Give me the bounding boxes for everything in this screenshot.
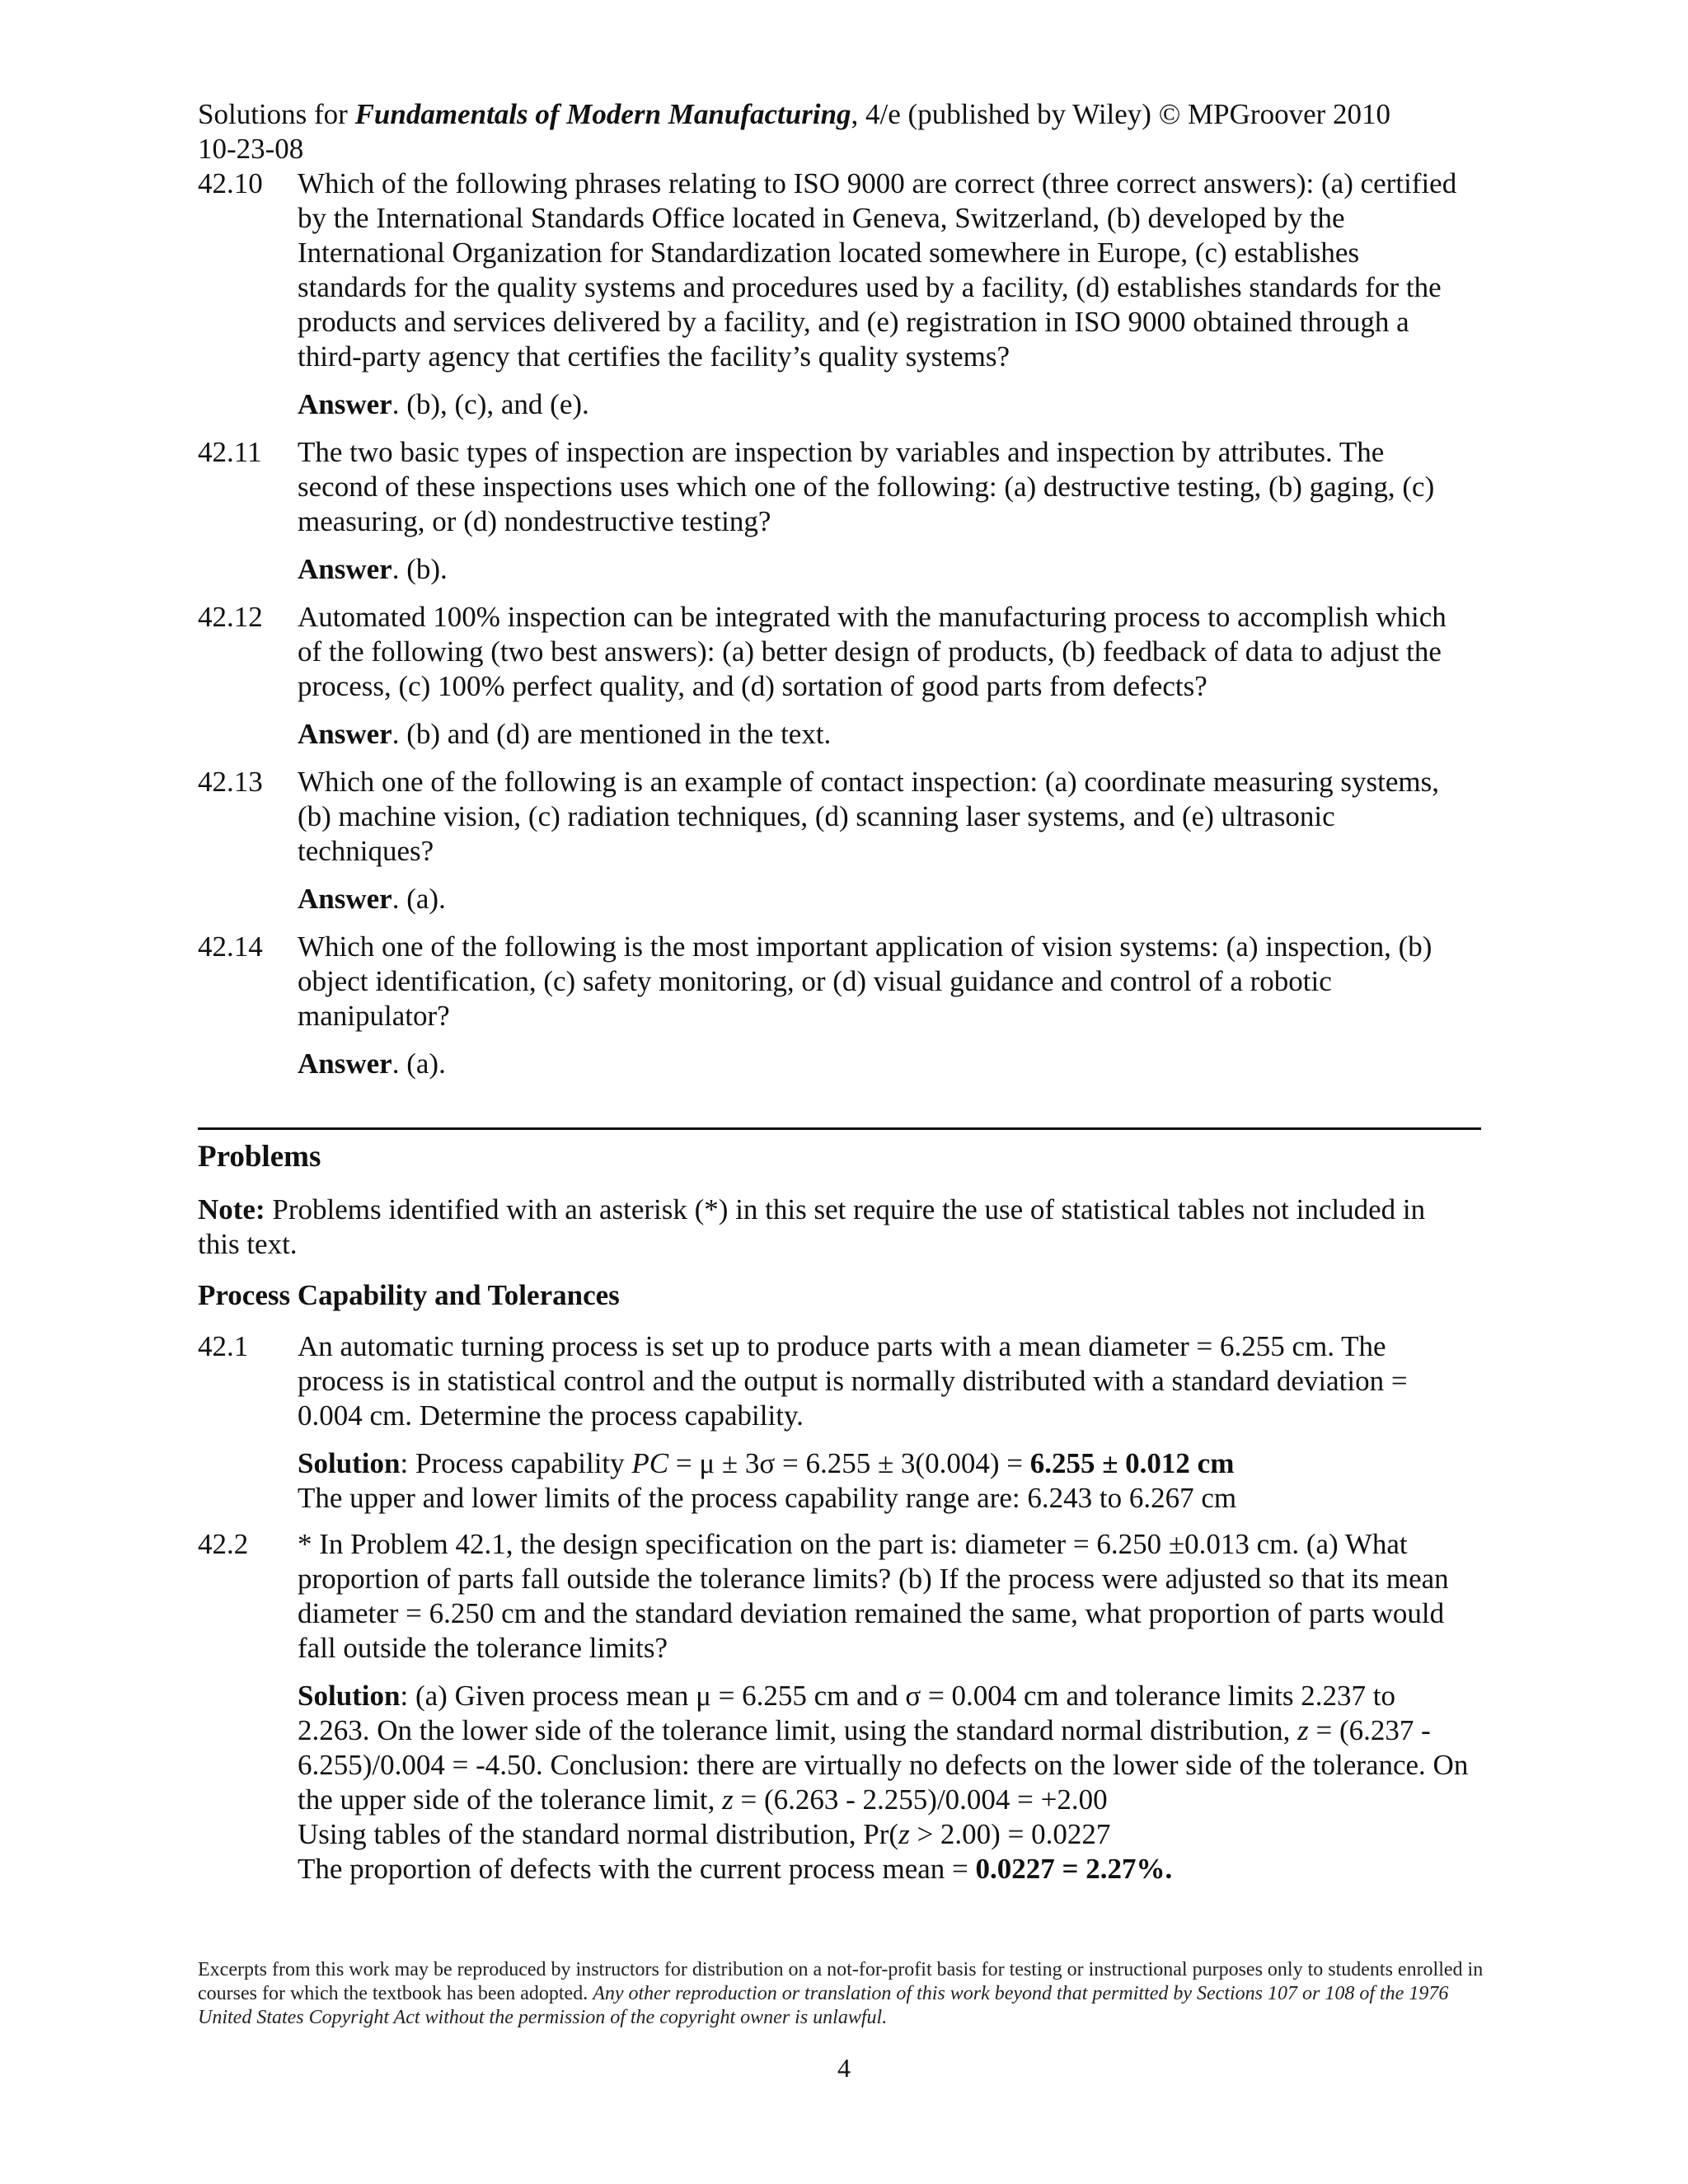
solution-label: Solution: [298, 1680, 401, 1712]
z-symbol: z: [1297, 1714, 1309, 1746]
solution-line: [298, 1446, 1470, 1481]
solution-para: [298, 1680, 1468, 1816]
question-number: 42.11: [198, 436, 262, 468]
question-text: Automated 100% inspection can be integrated with the manufacturing process to accomplish which of the following (two best answers): (a) better design of products, (b) feedback of data to adjust the process, (c) 100% perfect quality, and (d) sortation of good parts from defects?: [298, 601, 1447, 702]
question-number: 42.12: [198, 601, 263, 633]
solution-text: Using tables of the standard normal distribution, Pr(: [298, 1818, 899, 1850]
subsection-heading: Process Capability and Tolerances: [198, 1279, 620, 1311]
header-prefix: Solutions for: [198, 98, 355, 130]
answer-42-14: [298, 1047, 1470, 1081]
question-text: Which one of the following is the most important application of vision systems: (a) inspection, (b) object identification, (c) safety monitoring, or (d) visual guidance and control of a robotic manipulator?: [298, 930, 1432, 1032]
question-number: 42.14: [198, 930, 263, 963]
answer-42-10: [298, 387, 1470, 422]
question-42-12: [198, 600, 1470, 704]
problem-text: * In Problem 42.1, the design specification on the part is: diameter = 6.250 ±0.013 cm. (a) What proportion of parts fall outside the tolerance limits? (b) If the process were adjusted so that its mean diameter = 6.250 cm and the standard deviation remained the same, what proportion of parts would fall outside the tolerance limits?: [298, 1528, 1449, 1664]
solution-text: = (6.237 - 6.255)/0.004 = -4.50. Conclusion: there are virtually no defects on the lower side of the tolerance. On the upper side of the tolerance limit,: [298, 1714, 1469, 1816]
answer-42-11: [298, 552, 1470, 587]
solution-line: [298, 1817, 1470, 1852]
solution-formula: = μ ± 3σ = 6.255 ± 3(0.004) =: [668, 1447, 1030, 1479]
footer-italic: Any other reproduction or translation of this work beyond that permitted by Sections 107 or 108 of the 1976 United States Copyright Act without the permission of the copyright owner is unlawful.: [198, 1983, 1449, 2028]
note-text: Problems identified with an asterisk (*) in this set require the use of statistical tables not included in this text.: [198, 1193, 1426, 1260]
solution-line: The upper and lower limits of the process capability range are: 6.243 to 6.267 cm: [298, 1482, 1237, 1514]
solution-line: [298, 1852, 1470, 1886]
note-label: Note:: [198, 1193, 265, 1226]
solution-result: 6.255 ± 0.012 cm: [1029, 1447, 1235, 1479]
answer-text: . (b) and (d) are mentioned in the text.: [392, 718, 832, 750]
problems-heading: Problems: [198, 1140, 321, 1174]
solution-text: The proportion of defects with the current process mean =: [298, 1853, 976, 1885]
z-symbol: z: [722, 1783, 734, 1816]
question-42-13: [198, 765, 1470, 869]
footer-plain: Excerpts from this work may be reproduced by instructors for distribution on a not-for-profit basis for testing or instructional purposes only to students enrolled in courses for which the textbook has been adopted.: [198, 1959, 1484, 2004]
problem-42-1: [198, 1329, 1470, 1433]
problem-42-2: [198, 1527, 1470, 1666]
solution-42-1: [298, 1446, 1470, 1516]
z-symbol: z: [898, 1818, 910, 1850]
page-number: 4: [837, 2053, 851, 2083]
answer-text: . (a).: [392, 1047, 446, 1080]
answer-label: Answer: [298, 388, 392, 420]
question-text: Which of the following phrases relating to ISO 9000 are correct (three correct answers): (a) certified by the International Standards Office located in Geneva, Switzerland, (b) developed by the International Organization for Standardization located somewhere in Europe, (c) establishes standards for the quality systems and procedures used by a facility, (d) establishes standards for the products and services delivered by a facility, and (e) registration in ISO 9000 obtained through a third-party agency that certifies the facility’s quality systems?: [298, 167, 1457, 373]
answer-label: Answer: [298, 718, 392, 750]
answer-label: Answer: [298, 553, 392, 585]
answer-label: Answer: [298, 883, 392, 915]
copyright-footer: [198, 1958, 1484, 2030]
solution-text: = (6.263 - 2.255)/0.004 = +2.00: [733, 1783, 1108, 1816]
question-number: 42.10: [198, 167, 263, 199]
solution-text: : Process capability: [400, 1447, 632, 1479]
solution-text: : (a) Given process mean μ = 6.255 cm and σ = 0.004 cm and tolerance limits 2.237 to 2.263. On the lower side of the tolerance limit, using the standard normal distribution,: [298, 1680, 1396, 1746]
problems-note: [198, 1193, 1470, 1262]
solution-result: 0.0227 = 2.27%.: [975, 1853, 1173, 1885]
problem-text: An automatic turning process is set up to produce parts with a mean diameter = 6.255 cm. The process is in statistical control and the output is normally distributed with a standard deviation = 0.004 cm. Determine the process capability.: [298, 1330, 1408, 1432]
book-title: Fundamentals of Modern Manufacturing: [354, 98, 851, 130]
question-42-11: [198, 435, 1470, 539]
problem-number: 42.2: [198, 1528, 249, 1560]
solution-42-2: [298, 1679, 1470, 1886]
solution-label: Solution: [298, 1447, 401, 1479]
answer-text: . (a).: [392, 883, 446, 915]
header-date: 10-23-08: [198, 133, 304, 165]
answer-text: . (b).: [392, 553, 448, 585]
answer-label: Answer: [298, 1047, 392, 1080]
solution-text: > 2.00) = 0.0227: [909, 1818, 1111, 1850]
answer-text: . (b), (c), and (e).: [392, 388, 589, 420]
question-number: 42.13: [198, 766, 263, 798]
pc-symbol: PC: [631, 1447, 669, 1479]
question-42-10: [198, 166, 1470, 374]
answer-42-12: [298, 717, 1470, 752]
header-suffix: , 4/e (published by Wiley) © MPGroover 2010: [851, 98, 1391, 130]
problem-number: 42.1: [198, 1330, 249, 1362]
running-header: [198, 97, 1470, 132]
question-text: The two basic types of inspection are inspection by variables and inspection by attributes. The second of these inspections uses which one of the following: (a) destructive testing, (b) gaging, (c) measuring, or (d) nondestructive testing?: [298, 436, 1435, 537]
section-divider: [198, 1127, 1481, 1130]
question-42-14: [198, 930, 1470, 1033]
question-text: Which one of the following is an example of contact inspection: (a) coordinate measuring systems, (b) machine vision, (c) radiation techniques, (d) scanning laser systems, and (e) ultrasonic techniques?: [298, 766, 1440, 867]
answer-42-13: [298, 882, 1470, 916]
